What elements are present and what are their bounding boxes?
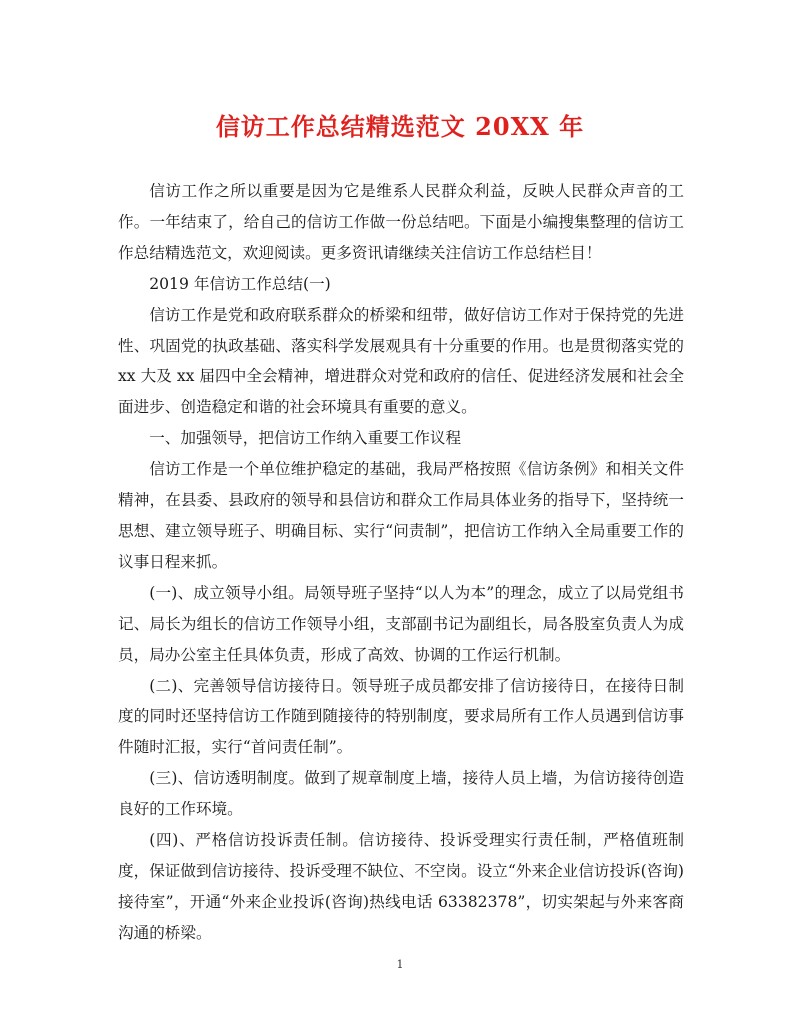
paragraph-intro: 信访工作之所以重要是因为它是维系人民群众利益，反映人民群众声音的工作。一年结束了，给自己的信访工作做一份总结吧。下面是小编搜集整理的信访工作总结精选范文，欢迎阅读。更多资讯请继续关注信访工作总结栏目！ [118, 182, 684, 262]
document-body [118, 176, 684, 949]
paragraph-item-3: (三)、信访透明制度。做到了规章制度上墙，接待人员上墙，为信访接待创造良好的工作环境。 [118, 769, 684, 819]
page-number: 1 [396, 958, 404, 971]
paragraph-item-1: (一)、成立领导小组。局领导班子坚持“以人为本”的理念，成立了以局党组书记、局长为组长的信访工作领导小组，支部副书记为副组长，局各股室负责人为成员，局办公室主任具体负责，形成了高效、协调的工作运行机制。 [118, 583, 684, 664]
section-heading: 一、加强领导，把信访工作纳入重要工作议程 [149, 429, 462, 448]
paragraph-foundation: 信访工作是一个单位维护稳定的基础，我局严格按照《信访条例》和相关文件精神，在县委、县政府的领导和县信访和群众工作局具体业务的指导下，坚持统一思想、建立领导班子、明确目标、实行“问责制”，把信访工作纳入全局重要工作的议事日程来抓。 [118, 460, 684, 571]
paragraph-subtitle: 2019 年信访工作总结(一) [149, 274, 331, 293]
paragraph-item-4: (四)、严格信访投诉责任制。信访接待、投诉受理实行责任制，严格值班制度，保证做到信访接待、投诉受理不缺位、不空岗。设立“外来企业信访投诉(咨询)接待室”，开通“外来企业投诉(咨询)热线电话 63382378”，切实架起与外来客商沟通的桥梁。 [118, 831, 684, 942]
document-title: 信访工作总结精选范文 20XX 年 [215, 112, 585, 141]
paragraph-overview: 信访工作是党和政府联系群众的桥梁和纽带，做好信访工作对于保持党的先进性、巩固党的执政基础、落实科学发展观具有十分重要的作用。也是贯彻落实党的 xx 大及 xx 届四中全会精神，增进群众对党和政府的信任、促进经济发展和社会全面进步、创造稳定和谐的社会环境具有重要的意义。 [118, 305, 684, 417]
paragraph-item-2: (二)、完善领导信访接待日。领导班子成员都安排了信访接待日，在接待日制度的同时还坚持信访工作随到随接待的特别制度，要求局所有工作人员遇到信访事件随时汇报，实行“首问责任制”。 [118, 676, 684, 757]
